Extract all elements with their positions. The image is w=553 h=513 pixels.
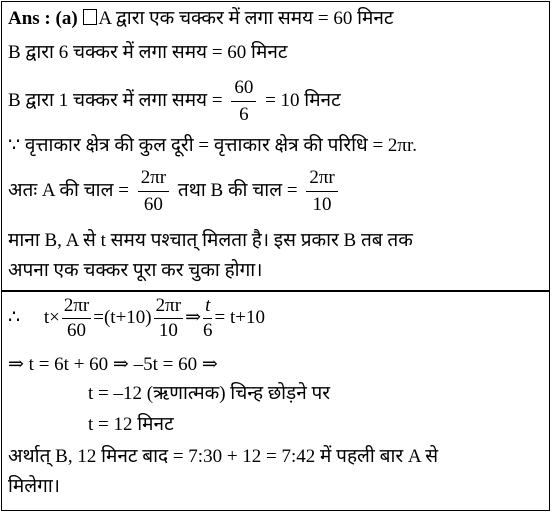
equation-line [8, 294, 265, 343]
line-b-1-round-post: = 10 मिनट [265, 89, 341, 111]
equation-simplify: ⇒ t = 6t + 60 ⇒ –5t = 60 ⇒ [8, 354, 218, 375]
solution-box-bottom [1, 291, 550, 511]
line-circumference: ∵ वृत्ताकार क्षेत्र की कुल दूरी = वृत्ताकार क्षेत्र की परिधि = 2πr. [8, 135, 418, 156]
answer-line [8, 8, 393, 30]
placeholder-box-icon [83, 9, 97, 25]
solution-box-top [1, 1, 550, 291]
fraction-numerator: t [203, 294, 213, 319]
line-assumption-cont: अपना एक चक्कर पूरा कर चुका होगा। [8, 260, 263, 281]
fraction-denominator: 60 [143, 194, 163, 215]
line-speeds [8, 165, 342, 218]
speed-b-label: तथा B की चाल = [177, 179, 298, 201]
fraction-numerator: 2πr [306, 165, 337, 192]
answer-line-text: A द्वारा एक चक्कर में लगा समय = 60 मिनट [98, 8, 394, 29]
fraction-speed-a [138, 165, 169, 218]
fraction-numerator: 60 [231, 75, 256, 102]
fraction-2pir-10 [154, 294, 183, 343]
fraction-2pir-60 [62, 294, 91, 343]
line-b-1-round [8, 75, 341, 128]
line-b-6-rounds: B द्वारा 6 चक्कर में लगा समय = 60 मिनट [8, 42, 288, 63]
fraction-numerator: 2πr [62, 294, 91, 319]
fraction-denominator: 6 [202, 320, 213, 341]
eq-equals-t-plus-10: =(t+10) [93, 306, 152, 328]
fraction-t-6 [203, 294, 213, 343]
conclusion-line-cont: मिलेगा। [8, 476, 60, 497]
fraction-denominator: 60 [67, 320, 87, 341]
fraction-numerator: 2πr [138, 165, 169, 192]
fraction-denominator: 10 [312, 194, 332, 215]
conclusion-line: अर्थात् B, 12 मिनट बाद = 7:30 + 12 = 7:42 में पहली बार A से [8, 446, 439, 467]
fraction-numerator: 2πr [154, 294, 183, 319]
equation-result: t = 12 मिनट [88, 414, 174, 435]
speed-a-label: अतः A की चाल = [8, 179, 129, 201]
implies-arrow: ⇒ [185, 306, 201, 328]
line-b-1-round-pre: B द्वारा 1 चक्कर में लगा समय = [8, 89, 223, 111]
fraction-denominator: 6 [239, 104, 249, 125]
fraction-60-6 [231, 75, 256, 128]
equation-negative: t = –12 (ऋणात्मक) चिन्ह छोड़ने पर [88, 383, 331, 404]
answer-label: Ans : (a) [8, 8, 78, 29]
fraction-speed-b [306, 165, 337, 218]
fraction-denominator: 10 [158, 320, 178, 341]
eq-t-times: t× [43, 306, 60, 328]
eq-end: = t+10 [214, 306, 265, 328]
line-assumption: माना B, A से t समय पश्चात् मिलता है। इस प्रकार B तब तक [8, 230, 413, 251]
therefore-symbol: ∴ [8, 306, 21, 328]
